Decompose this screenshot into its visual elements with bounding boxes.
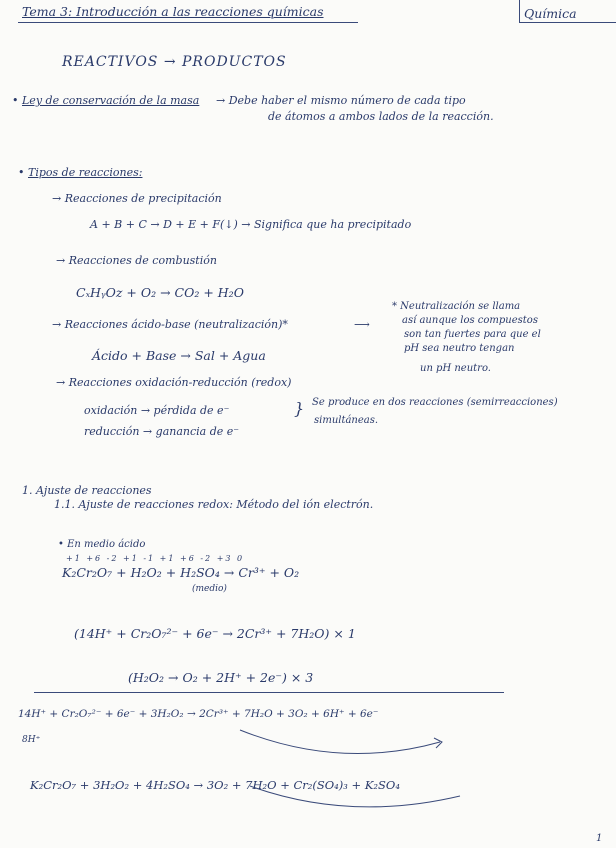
acid-base-equation: Ácido + Base → Sal + Agua [92, 348, 266, 363]
oxidation-states: +1 +6 -2 +1 -1 +1 +6 -2 +3 0 [66, 554, 245, 563]
subject-label: Química [524, 6, 577, 21]
law-label: Ley de conservación de la masa [22, 94, 200, 107]
precipitation-equation: A + B + C → D + E + F(↓) → Significa que ha precipitado [90, 218, 412, 231]
balance-heading: 1. Ajuste de reacciones [22, 484, 152, 497]
law-text-line-1: → Debe haber el mismo número de cada tipo [216, 94, 466, 107]
balance-subheading: 1.1. Ajuste de reacciones redox: Método del ión electrón. [54, 498, 374, 511]
connector-arc [240, 730, 440, 754]
acid-base-note-2: así aunque los compuestos [402, 315, 538, 326]
precipitation-label: → Reacciones de precipitación [52, 192, 222, 205]
redox-reduction: reducción → ganancia de e⁻ [84, 425, 240, 438]
bullet: • [12, 94, 19, 107]
reaction-scheme: REACTIVOS → PRODUCTOS [62, 54, 287, 70]
redox-oxidation: oxidación → pérdida de e⁻ [84, 404, 230, 417]
bullet: • [18, 166, 25, 179]
combustion-label: → Reacciones de combustión [56, 254, 217, 267]
acid-base-note-1: * Neutralización se llama [392, 301, 521, 312]
law-text-line-2: de átomos a ambos lados de la reacción. [268, 110, 494, 123]
ionic-equation: 14H⁺ + Cr₂O₇²⁻ + 6e⁻ + 3H₂O₂ → 2Cr³⁺ + 7H₂O + 3O₂ + 6H⁺ + 6e⁻ [18, 708, 379, 720]
medium-note: (medio) [192, 584, 227, 594]
page-title: Tema 3: Introducción a las reacciones químicas [22, 4, 324, 19]
types-heading: Tipos de reacciones: [28, 166, 143, 179]
acid-base-note-4: pH sea neutro tengan [404, 343, 515, 354]
redox-label: → Reacciones oxidación-reducción (redox) [56, 376, 292, 389]
arrow-glyph: ⟶ [354, 318, 370, 331]
half-reaction-reduction: (14H⁺ + Cr₂O₇²⁻ + 6e⁻ → 2Cr³⁺ + 7H₂O) × 1 [74, 626, 356, 641]
redox-note-2: simultáneas. [314, 415, 379, 426]
acid-base-label: → Reacciones ácido-base (neutralización)* [52, 318, 288, 331]
final-equation: K₂Cr₂O₇ + 3H₂O₂ + 4H₂SO₄ → 3O₂ + 7H₂O + Cr₂(SO₄)₃ + K₂SO₄ [30, 778, 400, 792]
brace: } [294, 399, 305, 418]
half-reaction-oxidation: (H₂O₂ → O₂ + 2H⁺ + 2e⁻) × 3 [128, 670, 314, 685]
ionic-note: 8H⁺ [22, 735, 41, 745]
combustion-equation: CₓHᵧOz + O₂ → CO₂ + H₂O [76, 285, 244, 300]
redox-equation: K₂Cr₂O₇ + H₂O₂ + H₂SO₄ → Cr³⁺ + O₂ [62, 565, 300, 580]
acidic-medium-label: • En medio ácido [58, 539, 146, 550]
redox-note-1: Se produce en dos reacciones (semirreacciones) [312, 397, 558, 408]
acid-base-note-5: un pH neutro. [420, 363, 491, 374]
page-number: 1 [596, 833, 603, 844]
acid-base-note-3: son tan fuertes para que el [404, 329, 541, 340]
